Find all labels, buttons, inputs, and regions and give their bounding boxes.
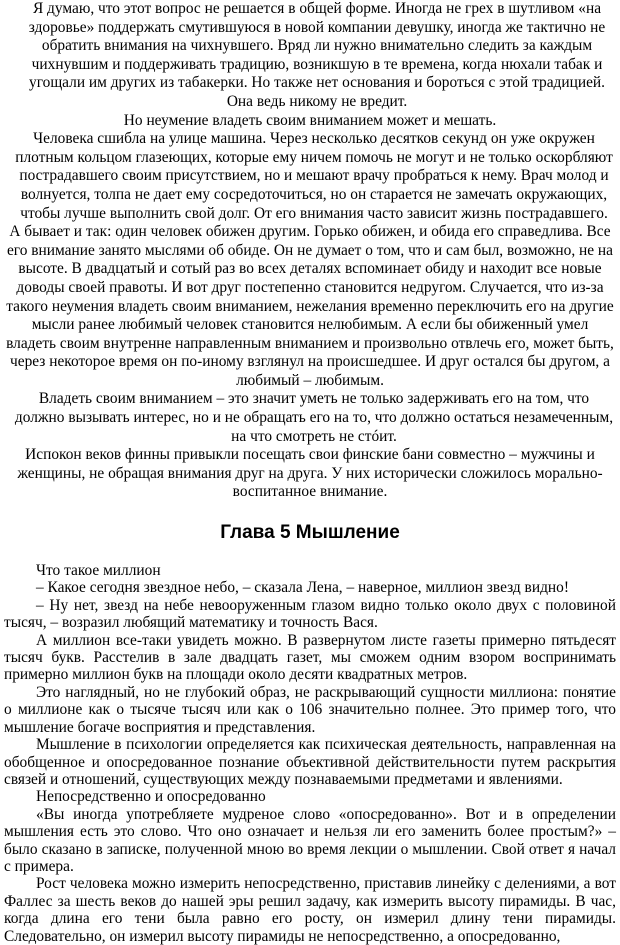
paragraph-lecture-note: «Вы иногда употребляете мудреное слово «опосредованно». Вот и в определении мышления есть это слово. Что оно означает и нельзя ли его заменить более простым?» – было сказано в записке, полученной мною во время лекции о мышлении. Свой ответ я начал с примера. bbox=[4, 805, 616, 875]
book-page bbox=[4, 0, 616, 945]
paragraph-thales-pyramid: Рост человека можно измерить непосредственно, приставив линейку с делениями, а вот Фаллес за шесть веков до нашей эры решил задачу, как измерить высоту пирамиды. В час, когда длина его тени была равно его росту, он измерил длину тени пирамиды. Следовательно, он измерил высоту пирамиды не непосредственно, а опосредованно, bbox=[4, 875, 616, 945]
paragraph-sneeze-tradition: Я думаю, что этот вопрос не решается в общей форме. Иногда не грех в шутливом «на здоровье» поддержать смутившуюся в новой компании девушку, иногда же тактично не обратить внимания на чихнувшего. Вряд ли нужно внимательно следить за каждым чихнувшим и поддерживать традицию, возникшую в те времена, когда нюхали табак и угощали им других из табакерки. Но также нет основания и бороться с этой традицией. Она ведь никому не вредит. bbox=[28, 0, 606, 110]
paragraph-attention-can-hinder: Но неумение владеть своим вниманием может и мешать. bbox=[123, 111, 497, 129]
paragraph-offended-friend: А бывает и так: один человек обижен другим. Горько обижен, и обида его справедлива. Все его внимание занято мыслями об обиде. Он не думает о том, что и сам был, возможно, не на высоте. В двадцатый и сотый раз во всех деталях вспоминает обиду и находит все новые доводы своей правоты. И вот друг постепенно становится недругом. Случается, что из-за такого неумения владеть своим вниманием, нежелания временно переключить его на другие мысли ранее любимый человек становится нелюбимым. А если бы обиженный умел владеть своим внутренне направленным вниманием и произвольно отвлечь его, может быть, через некоторое время он по-иному взглянул на происшедшее. И друг остался бы другом, а любимый – любимым. bbox=[6, 223, 614, 389]
section-title-mediated: Непосредственно и опосредованно bbox=[36, 788, 266, 806]
chapter-heading: Глава 5 Мышление bbox=[220, 522, 400, 544]
paragraph-million-concept: Это наглядный, но не глубокий образ, не раскрывающий сущности миллиона: понятие о миллионе как о тысяче тысяч или как о 106 значительно полнее. Это пример того, что мышление богаче восприятия и представления. bbox=[4, 683, 616, 736]
paragraph-controlling-attention: Владеть своим вниманием – это значит уметь не только задерживать его на том, что должно вызывать интерес, но и не обращать его на то, что должно остаться незамеченным, на что смотреть не стóит. bbox=[14, 390, 614, 445]
paragraph-car-accident: Человека сшибла на улице машина. Через несколько десятков секунд он уже окружен плотным кольцом глазеющих, которые ему ничем помочь не могут и не только оскорбляют пострадавшего своим присутствием, но и мешают врачу пробраться к нему. Врач молод и волнуется, толпа не дает ему сосредоточиться, но он старается не замечать окружающих, чтобы лучше выполнить свой долг. От его внимания часто зависит жизнь пострадавшего. bbox=[15, 130, 613, 222]
dialogue-vasya: – Ну нет, звезд на небе невооруженным глазом видно только около двух с половиной тысяч, – возразил любящий математику и точность Вася. bbox=[4, 596, 616, 632]
paragraph-thinking-definition: Мышление в психологии определяется как психическая деятельность, направленная на обобщенное и опосредованное познание объективной действительности путем раскрытия связей и отношений, существующих между познаваемыми предметами и явлениями. bbox=[4, 736, 616, 788]
paragraph-finnish-saunas: Испокон веков финны привыкли посещать свои финские бани совместно – мужчины и женщины, не обращая внимания друг на друга. У них исторически сложилось морально-воспитанное внимание. bbox=[17, 446, 603, 501]
paragraph-newspaper-letters: А миллион все-таки увидеть можно. В развернутом листе газеты примерно пятьдесят тысяч букв. Расстелив в зале двадцать газет, мы сможем одним взором воспринимать примерно миллион букв на площади около десяти квадратных метров. bbox=[4, 631, 616, 684]
dialogue-lena: – Какое сегодня звездное небо, – сказала Лена, – наверное, миллион звезд видно! bbox=[36, 579, 569, 597]
section-title-million: Что такое миллион bbox=[36, 562, 161, 580]
